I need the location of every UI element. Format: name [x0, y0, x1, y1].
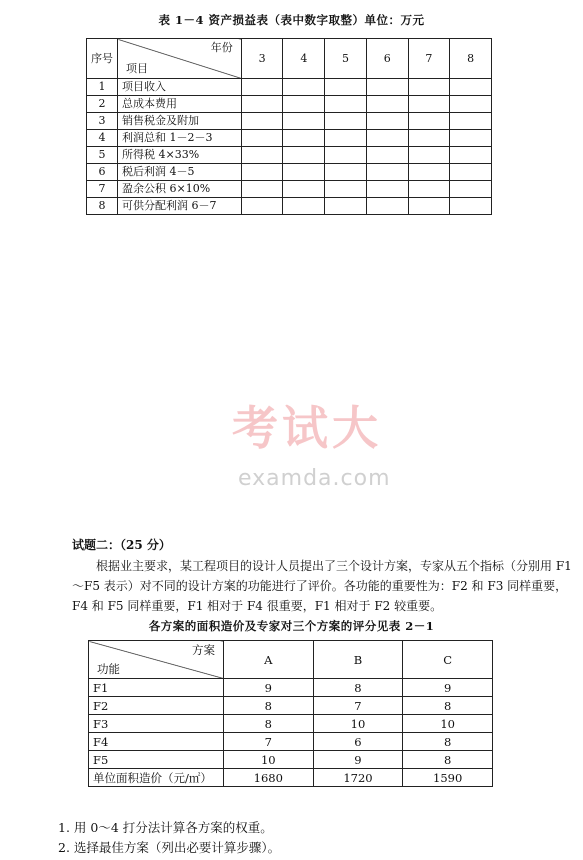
table-row [89, 769, 493, 787]
question-item: 2. 选择最佳方案（列出必要计算步骤）。 [58, 840, 281, 855]
table2-caption: 各方案的面积造价及专家对三个方案的评分见表 2－1 [148, 619, 435, 633]
table-row [87, 96, 492, 113]
table-row [89, 697, 493, 715]
item-label: 项目 [126, 62, 148, 75]
year-header: 3 [241, 39, 283, 79]
score-cell: 8 [223, 697, 313, 715]
row-number: 5 [87, 147, 118, 164]
table2-header-row [89, 641, 493, 679]
table-row [89, 679, 493, 697]
row-item: 项目收入 [118, 79, 242, 96]
row-number: 3 [87, 113, 118, 130]
watermark-logo: 考试大 [232, 401, 382, 455]
year-header: 4 [283, 39, 325, 79]
table-row [87, 198, 492, 215]
price-cell: 1590 [403, 769, 493, 787]
score-cell: 10 [223, 751, 313, 769]
row-item: 税后利润 4－5 [118, 164, 242, 181]
question-paragraph: 根据业主要求，某工程项目的设计人员提出了三个设计方案，专家从五个指标（分别用 F1～F5 表示）对不同的设计方案的功能进行了评价。各功能的重要性为：F2 和 F3 同样重要，F4 和 F5 同样重要，F1 相对于 F4 很重要，F1 相对于 F2 较重要。 [72, 559, 572, 613]
score-cell: 10 [313, 715, 403, 733]
score-cell: 8 [403, 697, 493, 715]
function-name: F4 [89, 733, 224, 751]
year-label: 年份 [210, 41, 233, 54]
table-row [89, 733, 493, 751]
row-number: 1 [87, 79, 118, 96]
year-header: 7 [408, 39, 450, 79]
table1-caption: 表 1－4 资产损益表（表中数字取整）单位：万元 [158, 13, 425, 27]
plan-header: A [223, 641, 313, 679]
question-item: 1. 用 0～4 打分法计算各方案的权重。 [58, 820, 273, 835]
year-header: 5 [325, 39, 367, 79]
row-number: 2 [87, 96, 118, 113]
row-number: 7 [87, 181, 118, 198]
table1-header-row [87, 39, 492, 79]
row-item: 销售税金及附加 [118, 113, 242, 130]
score-cell: 7 [223, 733, 313, 751]
section-title: 试题二：（25 分） [72, 538, 171, 552]
function-name: 单位面积造价（元/㎡） [89, 769, 224, 787]
table-row [87, 181, 492, 198]
plan-score-table [88, 640, 493, 787]
diagonal-header-cell [89, 641, 224, 679]
table-row [87, 79, 492, 96]
row-item: 总成本费用 [118, 96, 242, 113]
row-item: 利润总和 1－2－3 [118, 130, 242, 147]
score-cell: 8 [313, 679, 403, 697]
score-cell: 9 [223, 679, 313, 697]
plan-header: C [403, 641, 493, 679]
row-item: 可供分配利润 6－7 [118, 198, 242, 215]
plan-header: B [313, 641, 403, 679]
row-item: 盈余公积 6×10% [118, 181, 242, 198]
row-number: 8 [87, 198, 118, 215]
asset-profit-table [86, 38, 492, 215]
function-name: F3 [89, 715, 224, 733]
score-cell: 9 [403, 679, 493, 697]
row-number: 6 [87, 164, 118, 181]
plan-label: 方案 [191, 643, 215, 657]
score-cell: 9 [313, 751, 403, 769]
score-cell: 8 [403, 751, 493, 769]
function-name: F1 [89, 679, 224, 697]
table-row [87, 113, 492, 130]
function-name: F5 [89, 751, 224, 769]
seq-header: 序号 [87, 39, 118, 79]
price-cell: 1720 [313, 769, 403, 787]
score-cell: 7 [313, 697, 403, 715]
year-header: 8 [450, 39, 492, 79]
row-number: 4 [87, 130, 118, 147]
price-cell: 1680 [223, 769, 313, 787]
table-row [89, 715, 493, 733]
table-row [87, 164, 492, 181]
function-name: F2 [89, 697, 224, 715]
table-row [87, 130, 492, 147]
table-row [87, 147, 492, 164]
score-cell: 6 [313, 733, 403, 751]
score-cell: 8 [403, 733, 493, 751]
table-row [89, 751, 493, 769]
score-cell: 8 [223, 715, 313, 733]
diagonal-header-cell [118, 39, 242, 79]
score-cell: 10 [403, 715, 493, 733]
row-item: 所得税 4×33% [118, 147, 242, 164]
function-label: 功能 [97, 662, 120, 676]
watermark-url: examda.com [238, 466, 391, 491]
year-header: 6 [366, 39, 408, 79]
